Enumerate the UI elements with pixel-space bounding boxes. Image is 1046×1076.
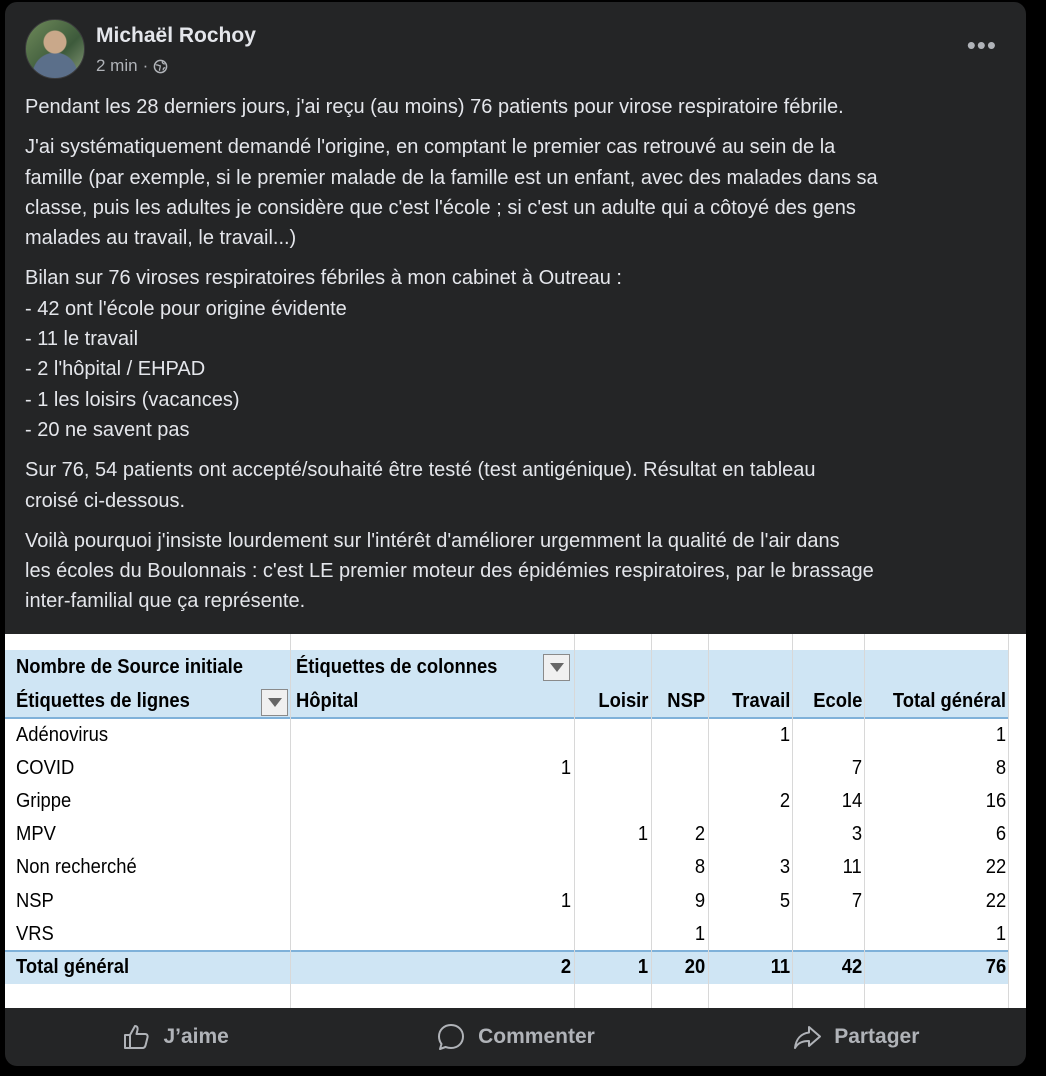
post-actions-bar xyxy=(5,1008,1026,1066)
table-cell: 1 xyxy=(560,757,571,779)
corner-label: Nombre de Source initiale xyxy=(16,656,243,678)
grid-line xyxy=(290,634,291,1008)
comment-button[interactable] xyxy=(345,1008,685,1066)
globe-icon[interactable] xyxy=(153,59,168,74)
row-label: VRS xyxy=(16,923,54,945)
table-cell: 14 xyxy=(841,790,862,812)
table-cell: 7 xyxy=(851,890,862,912)
row-label: Adénovirus xyxy=(16,724,109,746)
dropdown-arrow-icon xyxy=(550,663,564,672)
post-text-line: classe, puis les adultes je considère que c'est l'école ; si c'est un adulte qui a côtoyé des gens xyxy=(25,196,856,219)
post-paragraph xyxy=(25,455,1015,516)
comment-label: Commenter xyxy=(478,1025,595,1048)
post-text-line: Bilan sur 76 viroses respiratoires fébriles à mon cabinet à Outreau : xyxy=(25,267,622,290)
table-cell: 1 xyxy=(637,823,648,845)
post-paragraph xyxy=(25,92,1015,122)
post-text-line: - 20 ne savent pas xyxy=(25,418,190,441)
table-cell: 6 xyxy=(995,823,1006,845)
column-header: Travail xyxy=(731,690,790,712)
table-cell: 7 xyxy=(851,757,862,779)
post-paragraph xyxy=(25,263,1015,445)
rows-label: Étiquettes de lignes xyxy=(16,690,190,712)
row-label: Grippe xyxy=(16,790,72,812)
total-cell: 1 xyxy=(637,956,648,978)
post-text-line: - 1 les loisirs (vacances) xyxy=(25,388,240,411)
thumbs-up-icon xyxy=(121,1022,151,1052)
post-text-line: Voilà pourquoi j'insiste lourdement sur l'intérêt d'améliorer urgemment la qualité de l'air dans xyxy=(25,529,840,552)
table-cell: 1 xyxy=(694,923,705,945)
post-text xyxy=(25,92,1015,627)
post-text-line: Pendant les 28 derniers jours, j'ai reçu (au moins) 76 patients pour virose respiratoire fébrile. xyxy=(25,96,844,118)
table-cell: 22 xyxy=(985,856,1006,878)
table-cell: 2 xyxy=(694,823,705,845)
post-text-line: inter-familial que ça représente. xyxy=(25,590,306,613)
grid-line xyxy=(651,634,652,1008)
post-meta xyxy=(96,56,168,76)
share-label: Partager xyxy=(834,1025,920,1048)
table-cell: 3 xyxy=(779,856,790,878)
table-cell: 8 xyxy=(694,856,705,878)
post-text-line: - 2 l'hôpital / EHPAD xyxy=(25,358,206,381)
post-timestamp[interactable]: 2 min xyxy=(96,56,138,75)
author-avatar[interactable] xyxy=(25,19,85,79)
column-header: Total général xyxy=(892,690,1006,712)
grid-line xyxy=(708,634,709,1008)
column-header: NSP xyxy=(667,690,705,712)
share-button[interactable] xyxy=(686,1008,1026,1066)
post-text-line: les écoles du Boulonnais : c'est LE premier moteur des épidémies respiratoires, par le brassage xyxy=(25,560,874,583)
post-text-line: croisé ci-dessous. xyxy=(25,489,186,512)
table-cell: 1 xyxy=(560,890,571,912)
row-label: COVID xyxy=(16,757,75,779)
total-cell: 11 xyxy=(770,956,790,978)
more-options-icon[interactable]: ••• xyxy=(966,30,997,60)
row-label: MPV xyxy=(16,823,56,845)
post-text-line: - 42 ont l'école pour origine évidente xyxy=(25,297,347,320)
table-cell: 9 xyxy=(694,890,705,912)
author-name[interactable]: Michaël Rochoy xyxy=(96,24,256,47)
column-header: Hôpital xyxy=(296,690,359,712)
table-cell: 22 xyxy=(985,890,1006,912)
total-cell: 76 xyxy=(985,956,1006,978)
table-cell: 8 xyxy=(995,757,1006,779)
row-label: NSP xyxy=(16,890,54,912)
share-arrow-icon xyxy=(792,1022,822,1052)
table-cell: 1 xyxy=(995,724,1006,746)
grid-line xyxy=(792,634,793,1008)
dropdown-arrow-icon xyxy=(268,698,282,707)
row-label: Non recherché xyxy=(16,856,137,878)
table-cell: 5 xyxy=(779,890,790,912)
post-text-line: Sur 76, 54 patients ont accepté/souhaité être testé (test antigénique). Résultat en tableau xyxy=(25,459,816,482)
post-text-line: malades au travail, le travail...) xyxy=(25,227,297,250)
post-header xyxy=(25,19,1005,81)
columns-filter-dropdown-icon[interactable] xyxy=(543,654,570,681)
post-paragraph xyxy=(25,526,1015,617)
table-cell: 3 xyxy=(851,823,862,845)
table-cell: 11 xyxy=(842,856,862,878)
pivot-table-image xyxy=(5,634,1026,1008)
rows-filter-dropdown-icon[interactable] xyxy=(261,689,288,716)
comment-bubble-icon xyxy=(436,1022,466,1052)
total-cell: 42 xyxy=(841,956,862,978)
like-label: J’aime xyxy=(163,1025,229,1048)
table-cell: 2 xyxy=(779,790,790,812)
post-text-line: - 11 le travail xyxy=(25,328,139,351)
total-cell: 20 xyxy=(684,956,705,978)
grid-line xyxy=(574,634,575,1008)
header-divider xyxy=(5,717,1008,719)
post-paragraph xyxy=(25,132,1015,253)
meta-separator: · xyxy=(142,56,149,75)
total-cell: 2 xyxy=(560,956,571,978)
post-text-line: J'ai systématiquement demandé l'origine, en comptant le premier cas retrouvé au sein de la xyxy=(25,136,836,159)
table-cell: 16 xyxy=(985,790,1006,812)
table-cell: 1 xyxy=(779,724,790,746)
column-header: Ecole xyxy=(812,690,862,712)
column-header: Loisir xyxy=(597,690,648,712)
facebook-post xyxy=(5,2,1026,1066)
total-row-label: Total général xyxy=(16,956,130,978)
grid-line xyxy=(864,634,865,1008)
table-cell: 1 xyxy=(995,923,1006,945)
grid-line xyxy=(1008,634,1009,1008)
columns-label: Étiquettes de colonnes xyxy=(296,656,498,678)
post-text-line: famille (par exemple, si le premier malade de la famille est un enfant, avec des malades dans sa xyxy=(25,166,878,189)
like-button[interactable] xyxy=(5,1008,345,1066)
